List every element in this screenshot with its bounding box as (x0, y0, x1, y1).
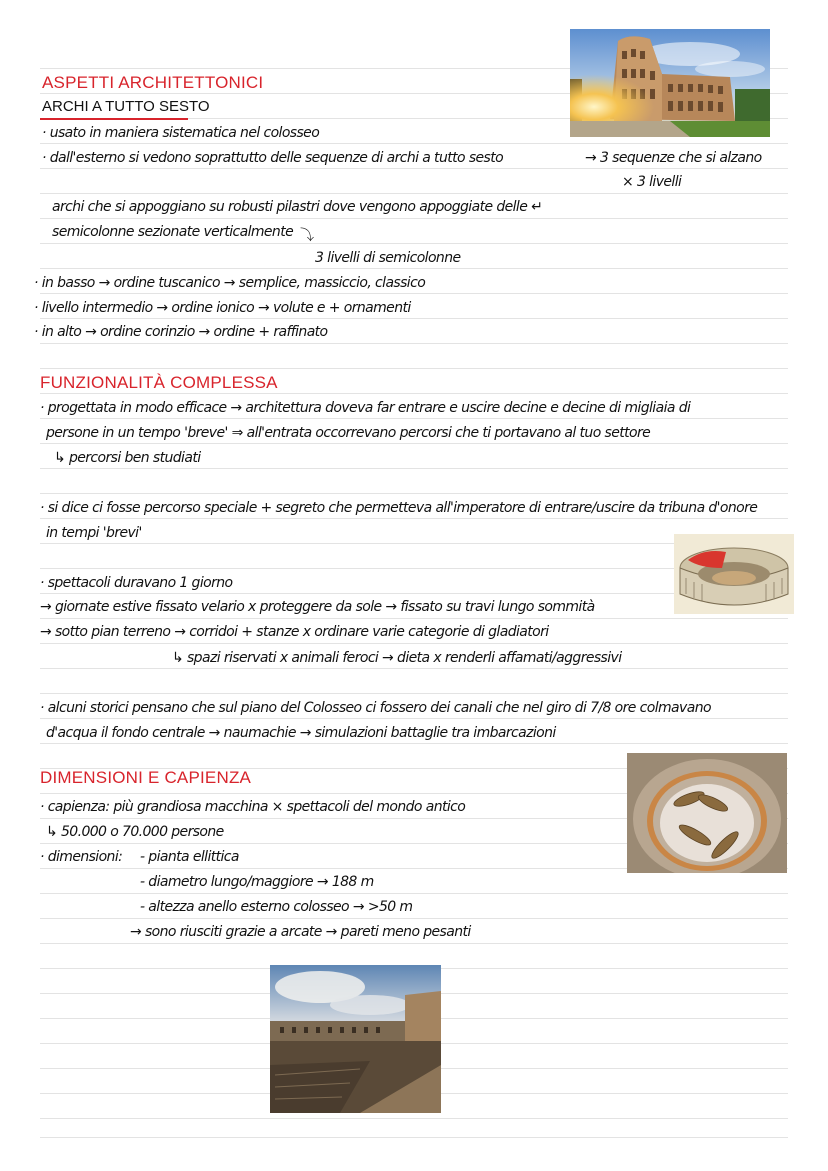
rule-line (40, 693, 788, 694)
colosseum-exterior-sunset-photo (570, 29, 770, 137)
rule-line (40, 468, 788, 469)
note-line: - altezza anello esterno colosseo → >50 m (140, 899, 413, 915)
note-line: semicolonne sezionate verticalmente (52, 224, 294, 240)
section-title: FUNZIONALITÀ COMPLESSA (40, 373, 278, 392)
rule-line (40, 668, 788, 669)
rule-line (40, 918, 788, 919)
note-line: · dall'esterno si vedono soprattutto delle sequenze di archi a tutto sesto (42, 150, 504, 166)
note-line: · progettata in modo efficace → architettura doveva far entrare e uscire decine e decine di migliaia di (40, 400, 691, 416)
rule-line (40, 293, 788, 294)
rule-line (40, 518, 788, 519)
note-line: · in alto → ordine corinzio → ordine + raffinato (34, 324, 328, 340)
rule-line (40, 943, 788, 944)
rule-line (40, 1137, 788, 1138)
note-line: ↳ 50.000 o 70.000 persone (46, 824, 224, 840)
note-line: → sotto pian terreno → corridoi + stanze x ordinare varie categorie di gladiatori (40, 624, 549, 640)
rule-line (40, 443, 788, 444)
rule-line (40, 268, 788, 269)
note-line: in tempi 'brevi' (46, 525, 142, 541)
note-line: ↳ percorsi ben studiati (54, 450, 201, 466)
subtitle-underline (40, 118, 188, 120)
note-line: · in basso → ordine tuscanico → semplice, massiccio, classico (34, 275, 426, 291)
rule-line (40, 368, 788, 369)
rule-line (40, 318, 788, 319)
rule-line (40, 493, 788, 494)
rule-line (40, 1118, 788, 1119)
note-line: d'acqua il fondo centrale → naumachie → simulazioni battaglie tra imbarcazioni (46, 725, 556, 741)
note-line: ↳ spazi riservati x animali feroci → dieta x renderli affamati/aggressivi (172, 650, 622, 666)
rule-line (40, 718, 788, 719)
note-line: × 3 livelli (622, 174, 682, 190)
rule-line (40, 143, 788, 144)
rule-line (40, 418, 788, 419)
note-line: · si dice ci fosse percorso speciale + segreto che permetteva all'imperatore di entrare/uscire da tribuna d'onore (40, 500, 758, 516)
note-line: · alcuni storici pensano che sul piano del Colosseo ci fossero dei canali che nel giro di 7/8 ore colmavano (40, 700, 711, 716)
note-line: · livello intermedio → ordine ionico → volute e + ornamenti (34, 300, 411, 316)
rule-line (40, 168, 788, 169)
rule-line (40, 218, 788, 219)
note-line: · dimensioni: (40, 849, 123, 865)
rule-line (40, 743, 788, 744)
note-line: archi che si appoggiano su robusti pilastri dove vengono appoggiate delle ↵ (52, 199, 543, 215)
note-line: · capienza: più grandiosa macchina × spettacoli del mondo antico (40, 799, 466, 815)
section-title: DIMENSIONI E CAPIENZA (40, 768, 252, 787)
note-line: → sono riusciti grazie a arcate → pareti meno pesanti (130, 924, 471, 940)
note-line: · spettacoli duravano 1 giorno (40, 575, 233, 591)
note-line: - diametro lungo/maggiore → 188 m (140, 874, 374, 890)
curved-arrow-icon: ⤵ (300, 228, 314, 244)
colosseum-interior-photo (270, 965, 441, 1113)
rule-line (40, 643, 788, 644)
rule-line (40, 893, 788, 894)
subsection-title: ARCHI A TUTTO SESTO (42, 98, 210, 115)
note-line: persone in un tempo 'breve' ⇒ all'entrata occorrevano percorsi che ti portavano al tuo settore (46, 425, 651, 441)
note-line: · usato in maniera sistematica nel colosseo (42, 125, 320, 141)
colosseum-cutaway-illustration (674, 534, 794, 614)
naumachia-illustration (627, 753, 787, 873)
note-line: - pianta ellittica (140, 849, 239, 865)
note-line: → giornate estive fissato velario x proteggere da sole → fissato su travi lungo sommità (40, 599, 595, 615)
section-title: ASPETTI ARCHITETTONICI (42, 73, 264, 92)
note-line: → 3 sequenze che si alzano (585, 150, 762, 166)
rule-line (40, 243, 788, 244)
note-line: 3 livelli di semicolonne (315, 250, 461, 266)
rule-line (40, 193, 788, 194)
rule-line (40, 618, 788, 619)
rule-line (40, 343, 788, 344)
